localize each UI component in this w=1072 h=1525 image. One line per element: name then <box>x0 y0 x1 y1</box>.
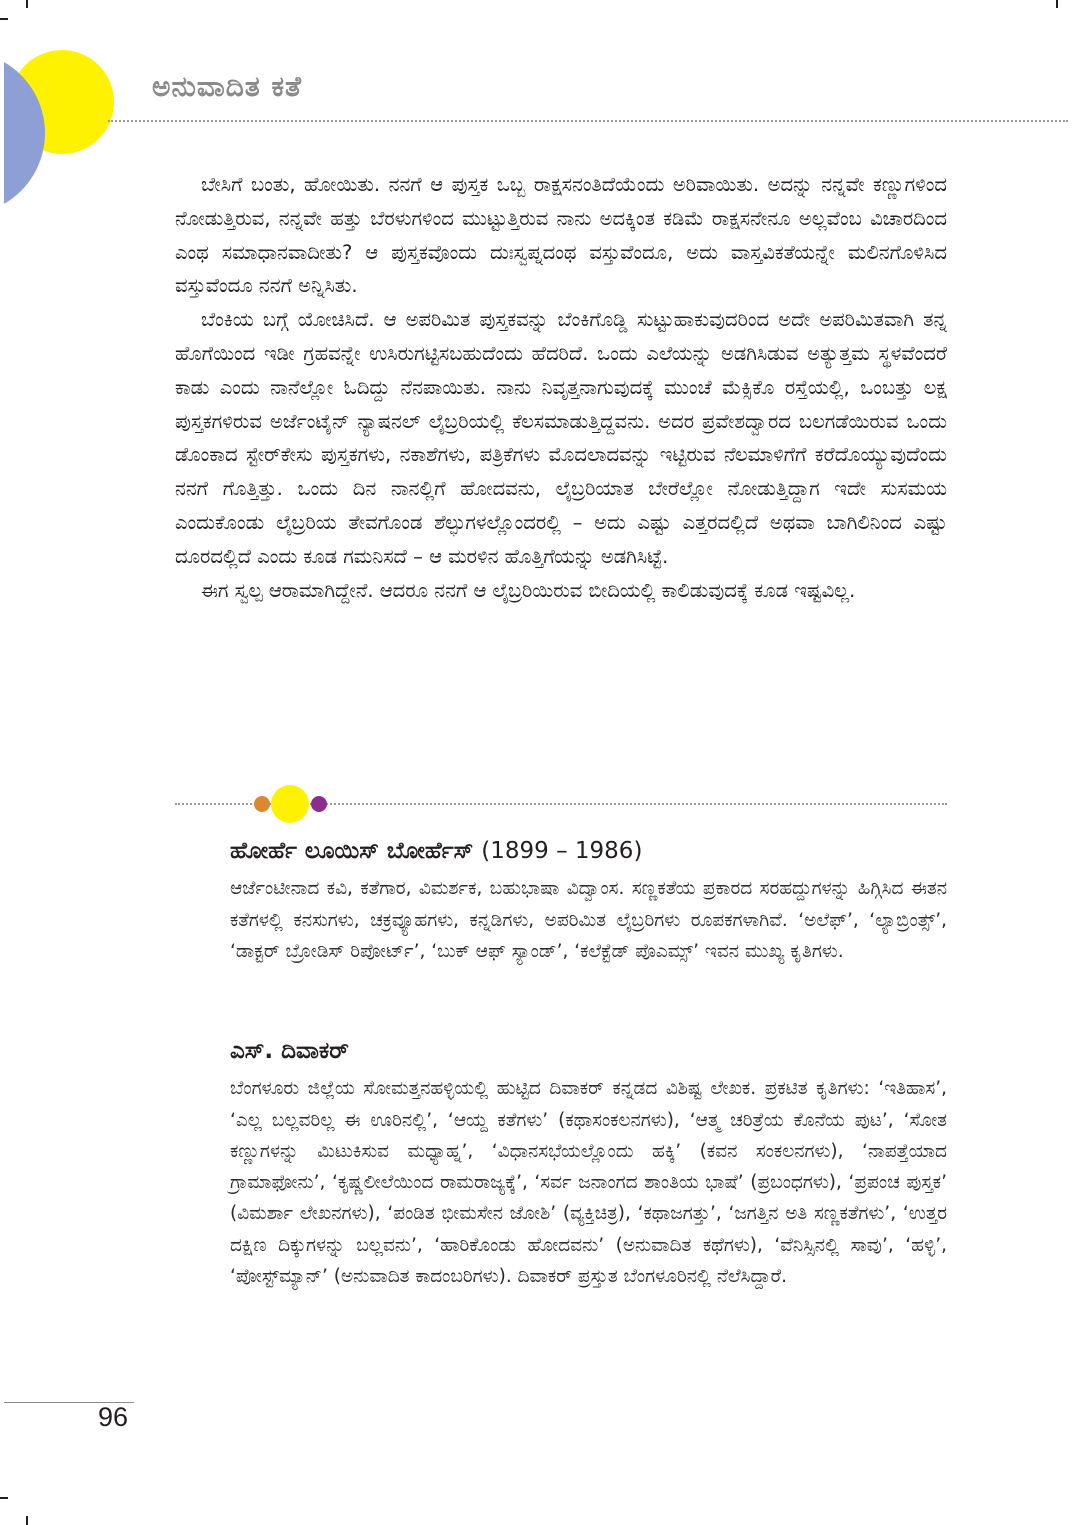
translator-bio <box>230 1036 947 1292</box>
section-title: ಅನುವಾದಿತ ಕತೆ <box>152 70 303 103</box>
author-years: (1899 – 1986) <box>481 838 643 864</box>
orange-dot <box>254 796 270 812</box>
translator-name-text: ಎಸ್. ದಿವಾಕರ್ <box>230 1038 349 1064</box>
crop-mark <box>1056 0 1058 8</box>
crop-mark <box>0 1497 8 1499</box>
translator-description: ಬೆಂಗಳೂರು ಜಿಲ್ಲೆಯ ಸೋಮತ್ತನಹಳ್ಳಿಯಲ್ಲಿ ಹುಟ್ಟಿದ ದಿವಾಕರ್ ಕನ್ನಡದ ವಿಶಿಷ್ಟ ಲೇಖಕ. ಪ್ರಕಟಿತ ಕೃತಿಗಳು: ‘ಇತಿಹಾಸ’, ‘ಎಲ್ಲ ಬಲ್ಲವರಿಲ್ಲ ಈ ಊರಿನಲ್ಲಿ’, ‘ಆಯ್ದ ಕತೆಗಳು’ (ಕಥಾಸಂಕಲನಗಳು), ‘ಆತ್ಮ ಚರಿತ್ರೆಯ ಕೊನೆಯ ಪುಟ’, ‘ಸೋತ ಕಣ್ಣುಗಳನ್ನು ಮಿಟುಕಿಸುವ ಮಧ್ಯಾಹ್ನ’, ‘ವಿಧಾನಸಭೆಯಲ್ಲೊಂದು ಹಕ್ಕಿ’ (ಕವನ ಸಂಕಲನಗಳು), ‘ನಾಪತ್ತೆಯಾದ ಗ್ರಾಮಾಫೋನು’, ‘ಕೃಷ್ಣಲೀಲೆಯಿಂದ ರಾಮರಾಜ್ಯಕ್ಕೆ’, ‘ಸರ್ವ ಜನಾಂಗದ ಶಾಂತಿಯ ಭಾಷೆ’ (ಪ್ರಬಂಧಗಳು), ‘ಪ್ರಪಂಚ ಪುಸ್ತಕ’ (ವಿಮರ್ಶಾ ಲೇಖನಗಳು), ‘ಪಂಡಿತ ಭೀಮಸೇನ ಜೋಶಿ’ (ವ್ಯಕ್ತಿಚಿತ್ರ), ‘ಕಥಾಜಗತ್ತು’, ‘ಜಗತ್ತಿನ ಅತಿ ಸಣ್ಣಕತೆಗಳು’, ‘ಉತ್ತರ ದಕ್ಷಿಣ ದಿಕ್ಕುಗಳನ್ನು ಬಲ್ಲವನು’, ‘ಹಾರಿಕೊಂಡು ಹೋದವನು’ (ಅನುವಾದಿತ ಕಥೆಗಳು), ‘ವೆನಿಸ್ಸಿನಲ್ಲಿ ಸಾವು’, ‘ಹಳ್ಳಿ’, ‘ಪೋಸ್ಟ್‌ಮ್ಯಾನ್’ (ಅನುವಾದಿತ ಕಾದಂಬರಿಗಳು). ದಿವಾಕರ್ ಪ್ರಸ್ತುತ ಬೆಂಗಳೂರಿನಲ್ಲಿ ನೆಲೆಸಿದ್ದಾರೆ. <box>230 1078 947 1288</box>
story-body <box>175 168 947 607</box>
translator-name <box>230 1036 947 1067</box>
story-paragraph: ಈಗ ಸ್ವಲ್ಪ ಆರಾಮಾಗಿದ್ದೇನೆ. ಆದರೂ ನನಗೆ ಆ ಲೈಬ್ರರಿಯಿರುವ ಬೀದಿಯಲ್ಲಿ ಕಾಲಿಡುವುದಕ್ಕೆ ಕೂಡ ಇಷ್ಟವಿಲ್ಲ. <box>201 578 856 602</box>
author-bio <box>230 836 947 967</box>
story-paragraph: ಬೇಸಿಗೆ ಬಂತು, ಹೋಯಿತು. ನನಗೆ ಆ ಪುಸ್ತಕ ಒಬ್ಬ ರಾಕ್ಷಸನಂತಿದೆಯೆಂದು ಅರಿವಾಯಿತು. ಅದನ್ನು ನನ್ನವೇ ಕಣ್ಣುಗಳಿಂದ ನೋಡುತ್ತಿರುವ, ನನ್ನವೇ ಹತ್ತು ಬೆರಳುಗಳಿಂದ ಮುಟ್ಟುತ್ತಿರುವ ನಾನು ಅದಕ್ಕಿಂತ ಕಡಿಮೆ ರಾಕ್ಷಸನೇನೂ ಅಲ್ಲವೆಂಬ ವಿಚಾರದಿಂದ ಎಂಥ ಸಮಾಧಾನವಾದೀತು? ಆ ಪುಸ್ತಕವೊಂದು ದುಃಸ್ವಪ್ನದಂಥ ವಸ್ತುವೆಂದೂ, ಅದು ವಾಸ್ತವಿಕತೆಯನ್ನೇ ಮಲಿನಗೊಳಿಸಿದ ವಸ್ತುವೆಂದೂ ನನಗೆ ಅನ್ನಿಸಿತು. <box>175 173 947 298</box>
crop-mark <box>0 18 8 20</box>
author-name <box>230 836 947 867</box>
header-decoration <box>0 40 140 260</box>
yellow-dot <box>271 785 309 823</box>
purple-dot <box>311 796 327 812</box>
author-name-text: ಹೋರ್ಹೆ ಲೂಯಿಸ್ ಬೋರ್ಹೆಸ್ <box>230 838 474 864</box>
crop-mark <box>26 0 28 8</box>
page-number: 96 <box>98 1402 129 1432</box>
story-paragraph: ಬೆಂಕಿಯ ಬಗ್ಗೆ ಯೋಚಿಸಿದೆ. ಆ ಅಪರಿಮಿತ ಪುಸ್ತಕವನ್ನು ಬೆಂಕಿಗೊಡ್ಡಿ ಸುಟ್ಟುಹಾಕುವುದರಿಂದ ಅದೇ ಅಪರಿಮಿತವಾಗಿ ತನ್ನ ಹೊಗೆಯಿಂದ ಇಡೀ ಗ್ರಹವನ್ನೇ ಉಸಿರುಗಟ್ಟಿಸಬಹುದೆಂದು ಹೆದರಿದೆ. ಒಂದು ಎಲೆಯನ್ನು ಅಡಗಿಸಿಡುವ ಅತ್ಯುತ್ತಮ ಸ್ಥಳವೆಂದರೆ ಕಾಡು ಎಂದು ನಾನೆಲ್ಲೋ ಓದಿದ್ದು ನೆನಪಾಯಿತು. ನಾನು ನಿವೃತ್ತನಾಗುವುದಕ್ಕೆ ಮುಂಚೆ ಮೆಕ್ಸಿಕೊ ರಸ್ತೆಯಲ್ಲಿ, ಒಂಬತ್ತು ಲಕ್ಷ ಪುಸ್ತಕಗಳಿರುವ ಅರ್ಜೆಂಟೈನ್ ನ್ಯಾಷನಲ್ ಲೈಬ್ರರಿಯಲ್ಲಿ ಕೆಲಸಮಾಡುತ್ತಿದ್ದವನು. ಅದರ ಪ್ರವೇಶದ್ವಾರದ ಬಲಗಡೆಯಿರುವ ಒಂದು ಡೊಂಕಾದ ಸ್ಟೇರ್‌ಕೇಸು ಪುಸ್ತಕಗಳು, ನಕಾಶೆಗಳು, ಪತ್ರಿಕೆಗಳು ಮೊದಲಾದವನ್ನು ಇಟ್ಟಿರುವ ನೆಲಮಾಳಿಗೆಗೆ ಕರೆದೊಯ್ಯುವುದೆಂದು ನನಗೆ ಗೊತ್ತಿತ್ತು. ಒಂದು ದಿನ ನಾನಲ್ಲಿಗೆ ಹೋದವನು, ಲೈಬ್ರರಿಯಾತ ಬೇರೆಲ್ಲೋ ನೋಡುತ್ತಿದ್ದಾಗ ಇದೇ ಸುಸಮಯ ಎಂದುಕೊಂಡು ಲೈಬ್ರರಿಯ ತೇವಗೊಂಡ ಶೆಲ್ಫುಗಳಲ್ಲೊಂದರಲ್ಲಿ – ಅದು ಎಷ್ಟು ಎತ್ತರದಲ್ಲಿದೆ ಅಥವಾ ಬಾಗಿಲಿನಿಂದ ಎಷ್ಟು ದೂರದಲ್ಲಿದೆ ಎಂದು ಕೂಡ ಗಮನಿಸದೆ – ಆ ಮರಳಿನ ಹೊತ್ತಿಗೆಯನ್ನು ಅಡಗಿಸಿಟ್ಟೆ. <box>175 308 947 568</box>
author-description: ಆರ್ಜೆಂಟೀನಾದ ಕವಿ, ಕತೆಗಾರ, ವಿಮರ್ಶಕ, ಬಹುಭಾಷಾ ವಿದ್ವಾಂಸ. ಸಣ್ಣಕತೆಯ ಪ್ರಕಾರದ ಸರಹದ್ದುಗಳನ್ನು ಹಿಗ್ಗಿಸಿದ ಈತನ ಕತೆಗಳಲ್ಲಿ ಕನಸುಗಳು, ಚಕ್ರವ್ಯೂಹಗಳು, ಕನ್ನಡಿಗಳು, ಅಪರಿಮಿತ ಲೈಬ್ರರಿಗಳು ರೂಪಕಗಳಾಗಿವೆ. ‘ಅಲೆಫ್’, ‘ಲ್ಯಾಬ್ರಿಂತ್ಸ್’, ‘ಡಾಕ್ಟರ್ ಬ್ರೋಡಿಸ್ ರಿಪೋರ್ಟ್’, ‘ಬುಕ್ ಆಫ್ ಸ್ಯಾಂಡ್’, ‘ಕಲೆಕ್ಟೆಡ್ ಪೊಎಮ್ಸ್’ ಇವನ ಮುಖ್ಯ ಕೃತಿಗಳು. <box>230 878 947 962</box>
crop-mark <box>26 1516 28 1525</box>
header-divider <box>108 120 1068 122</box>
divider-dots <box>250 783 330 827</box>
